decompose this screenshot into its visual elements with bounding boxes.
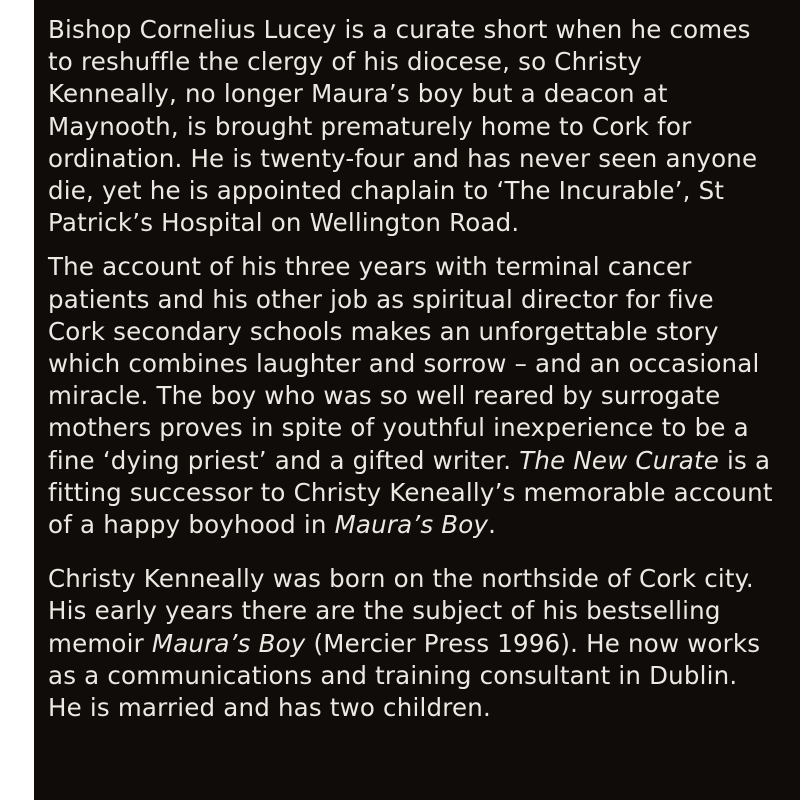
author-bio-text-a: Christy Kenneally was born on the northside of Cork city. His early years there are the subject of his bestselling memoir xyxy=(48,564,754,658)
book-title-the-new-curate: The New Curate xyxy=(519,445,720,475)
synopsis-text-2-end: . xyxy=(488,510,497,540)
synopsis-paragraph-1 xyxy=(48,14,776,239)
author-bio-paragraph xyxy=(48,563,776,724)
synopsis-text-2a: The account of his three years with terminal cancer patients and his other job as spiritual director for five Cork secondary schools makes an unforgettable story which combines laughter and sorrow – and an occasional miracle. The boy who was so well reared by surrogate mothers proves in spite of youthful inexperience to be a fine ‘dying priest’ and a gifted writer. xyxy=(48,252,760,475)
synopsis-text-1: Bishop Cornelius Lucey is a curate short when he comes to reshuffle the clergy of his diocese, so Christy Kenneally, no longer Maura’s boy but a deacon at Maynooth, is brought prematurely home to Cork for ordination. He is twenty-four and has never seen anyone die, yet he is appointed chaplain to ‘The Incurable’, St Patrick’s Hospital on Wellington Road. xyxy=(48,15,758,238)
book-title-mauras-boy: Maura’s Boy xyxy=(334,510,489,540)
author-bio-text-b: (Mercier Press 1996). He now works as a communications and training consultant in Dublin. He is married and has two children. xyxy=(48,628,761,723)
synopsis-paragraph-2 xyxy=(48,251,776,541)
synopsis-text-2b: is a fitting successor to Christy Keneally’s memorable account of a happy boyhood in xyxy=(48,445,773,540)
back-cover xyxy=(34,0,800,800)
author-bio-book-title: Maura’s Boy xyxy=(151,628,306,658)
